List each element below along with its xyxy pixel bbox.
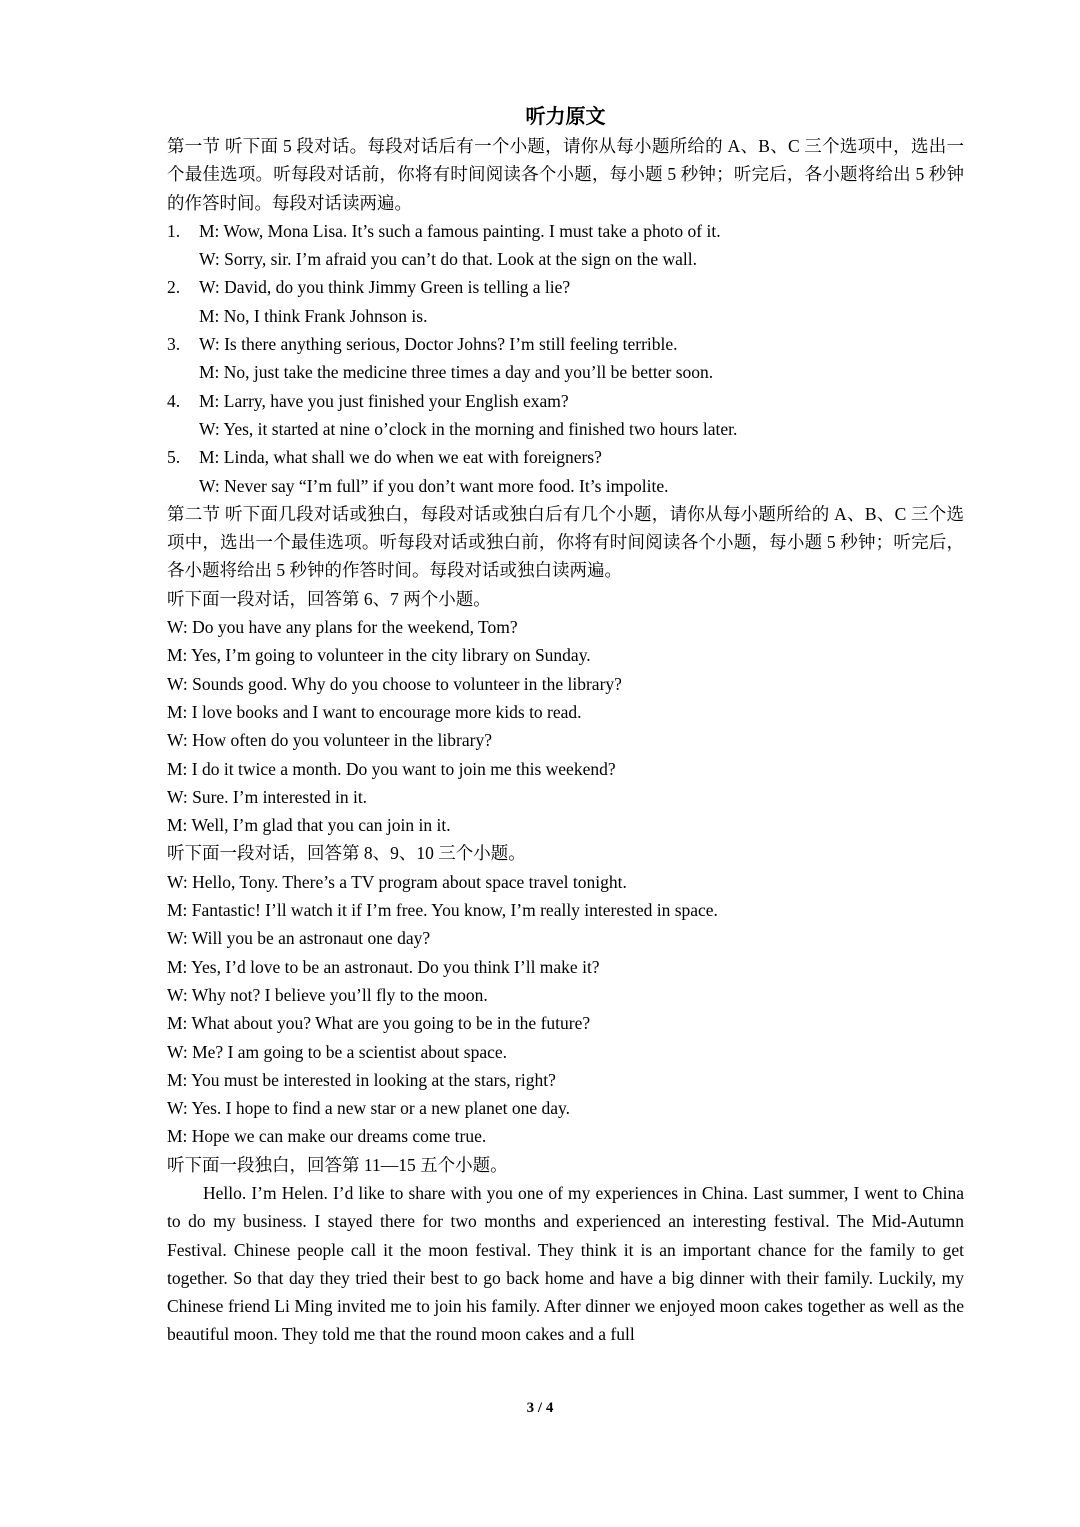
dialog-line: M: Hope we can make our dreams come true.: [167, 1126, 487, 1147]
dialog-line: W: Never say “I’m full” if you don’t want more food. It’s impolite.: [199, 475, 669, 496]
monologue-paragraph: Hello. I’m Helen. I’d like to share with you one of my experiences in China. Last summer, I went to China to do my business. I stayed there for two months and experienced an interesting festival. The Mid-Autumn Festival. Chinese people call it the moon festival. They think it is an important chance for the family to get together. So that day they tried their best to go back home and have a big dinner with their family. Luckily, my Chinese friend Li Ming invited me to join his family. After dinner we enjoyed moon cakes together as well as the beautiful moon. They told me that the round moon cakes and a full: [167, 1182, 964, 1345]
dialog-line: M: I do it twice a month. Do you want to join me this weekend?: [167, 758, 616, 779]
item-number: 5.: [167, 447, 181, 468]
document-page: [167, 102, 964, 1349]
dialog-line: W: Sure. I’m interested in it.: [167, 786, 368, 807]
item-number: 2.: [167, 277, 181, 298]
dialog-line: W: Do you have any plans for the weekend, Tom?: [167, 617, 518, 638]
section1-intro: 第一节 听下面 5 段对话。每段对话后有一个小题，请你从每小题所给的 A、B、C 三个选项中，选出一个最佳选项。听每段对话前，你将有时间阅读各个小题，每小题 5 秒钟；听完后，各小题将给出 5 秒钟的作答时间。每段对话读两遍。: [167, 136, 964, 213]
dialog-line: W: Me? I am going to be a scientist about space.: [167, 1041, 508, 1062]
dialog-line: M: Fantastic! I’ll watch it if I’m free. You know, I’m really interested in space.: [167, 900, 718, 921]
monologue-heading: 听下面一段独白，回答第 11—15 五个小题。: [167, 1154, 508, 1175]
dialog-line: M: You must be interested in looking at the stars, right?: [167, 1069, 556, 1090]
dialog-line: [167, 217, 964, 245]
dialog-line: W: Yes. I hope to find a new star or a new planet one day.: [167, 1098, 571, 1119]
dialog-line: M: Yes, I’m going to volunteer in the city library on Sunday.: [167, 645, 591, 666]
dialog-line: M: Well, I’m glad that you can join in it.: [167, 815, 451, 836]
page-title: 听力原文: [525, 106, 606, 128]
dialog-line-text: M: Wow, Mona Lisa. It’s such a famous painting. I must take a photo of it.: [199, 220, 721, 241]
dialog-line: M: What about you? What are you going to be in the future?: [167, 1013, 591, 1034]
dialog-line: [167, 330, 964, 358]
dialog-line: [167, 387, 964, 415]
dialog1-heading: 听下面一段对话，回答第 6、7 两个小题。: [167, 588, 491, 609]
dialog-line: W: Hello, Tony. There’s a TV program about space travel tonight.: [167, 871, 627, 892]
dialog-line: M: I love books and I want to encourage more kids to read.: [167, 701, 582, 722]
dialog-line-text: W: David, do you think Jimmy Green is telling a lie?: [199, 277, 571, 298]
dialog-line: M: No, I think Frank Johnson is.: [199, 305, 428, 326]
dialog-line-text: M: Larry, have you just finished your English exam?: [199, 390, 569, 411]
dialog2: [167, 868, 964, 1151]
item-number: 3.: [167, 334, 181, 355]
dialog-line-text: W: Is there anything serious, Doctor Johns? I’m still feeling terrible.: [199, 334, 678, 355]
page-number: 3 / 4: [526, 1400, 554, 1416]
dialog-line: W: How often do you volunteer in the library?: [167, 730, 492, 751]
dialog-line: W: Will you be an astronaut one day?: [167, 928, 431, 949]
dialog-line: W: Sorry, sir. I’m afraid you can’t do that. Look at the sign on the wall.: [199, 249, 697, 270]
dialog-line-text: M: Linda, what shall we do when we eat with foreigners?: [199, 447, 602, 468]
dialog-line: M: Yes, I’d love to be an astronaut. Do you think I’ll make it?: [167, 956, 600, 977]
dialog2-heading: 听下面一段对话，回答第 8、9、10 三个小题。: [167, 843, 526, 864]
dialog1: [167, 613, 964, 839]
dialog-line: [167, 273, 964, 301]
section1-items: [167, 217, 964, 500]
dialog-line: [167, 443, 964, 471]
item-number: 1.: [167, 220, 181, 241]
item-number: 4.: [167, 390, 181, 411]
dialog-line: M: No, just take the medicine three times a day and you’ll be better soon.: [199, 362, 714, 383]
dialog-line: W: Yes, it started at nine o’clock in the morning and finished two hours later.: [199, 418, 738, 439]
dialog-line: W: Why not? I believe you’ll fly to the moon.: [167, 984, 488, 1005]
section2-intro: 第二节 听下面几段对话或独白，每段对话或独白后有几个小题，请你从每小题所给的 A、B、C 三个选项中，选出一个最佳选项。听每段对话或独白前，你将有时间阅读各个小题，每小题 5 秒钟；听完后，各小题将给出 5 秒钟的作答时间。每段对话或独白读两遍。: [167, 503, 964, 581]
dialog-line: W: Sounds good. Why do you choose to volunteer in the library?: [167, 673, 622, 694]
